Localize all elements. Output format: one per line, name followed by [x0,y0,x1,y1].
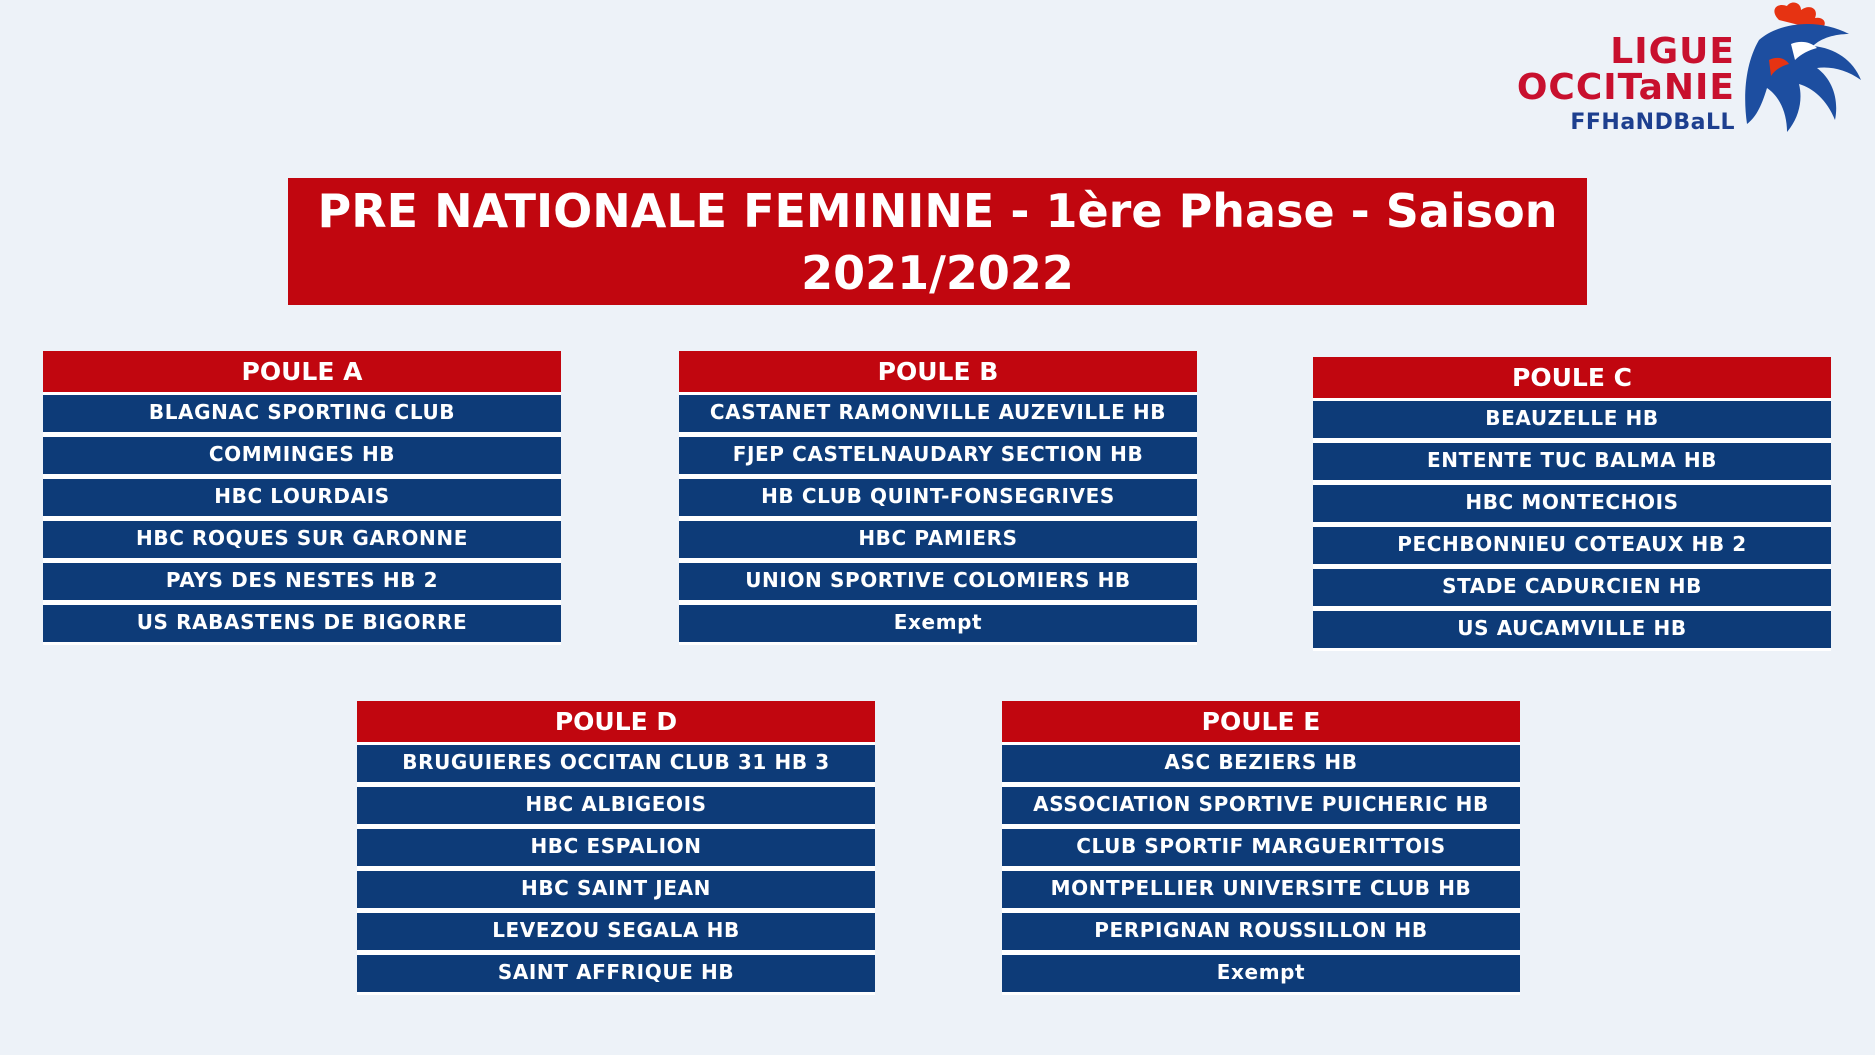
team-row: US AUCAMVILLE HB [1313,611,1831,651]
team-row: CLUB SPORTIF MARGUERITTOIS [1002,829,1520,871]
team-row: HBC ROQUES SUR GARONNE [43,521,561,563]
logo-text [1516,31,1735,135]
rooster-icon [1739,0,1869,136]
team-row: SAINT AFFRIQUE HB [357,955,875,995]
team-row: HBC ESPALION [357,829,875,871]
team-row: PAYS DES NESTES HB 2 [43,563,561,605]
team-row: ASSOCIATION SPORTIVE PUICHERIC HB [1002,787,1520,829]
team-row: HBC MONTECHOIS [1313,485,1831,527]
team-row: HBC SAINT JEAN [357,871,875,913]
page-title [288,178,1587,305]
team-row: MONTPELLIER UNIVERSITE CLUB HB [1002,871,1520,913]
poule-c-header: POULE C [1313,357,1831,401]
team-row: UNION SPORTIVE COLOMIERS HB [679,563,1197,605]
team-row: BRUGUIERES OCCITAN CLUB 31 HB 3 [357,745,875,787]
team-row: BEAUZELLE HB [1313,401,1831,443]
team-row: CASTANET RAMONVILLE AUZEVILLE HB [679,395,1197,437]
poule-e-header: POULE E [1002,701,1520,745]
title-line-2: 2021/2022 [801,246,1074,300]
team-row: Exempt [1002,955,1520,995]
team-row: BLAGNAC SPORTING CLUB [43,395,561,437]
poule-b-header: POULE B [679,351,1197,395]
team-row: US RABASTENS DE BIGORRE [43,605,561,645]
team-row: LEVEZOU SEGALA HB [357,913,875,955]
team-row: COMMINGES HB [43,437,561,479]
poule-d-table [357,701,875,995]
team-row: HB CLUB QUINT-FONSEGRIVES [679,479,1197,521]
team-row: HBC ALBIGEOIS [357,787,875,829]
ligue-occitanie-logo [1500,0,1875,140]
poule-e-table [1002,701,1520,995]
team-row: ENTENTE TUC BALMA HB [1313,443,1831,485]
team-row: PERPIGNAN ROUSSILLON HB [1002,913,1520,955]
team-row: PECHBONNIEU COTEAUX HB 2 [1313,527,1831,569]
team-row: HBC LOURDAIS [43,479,561,521]
team-row: Exempt [679,605,1197,645]
team-row: ASC BEZIERS HB [1002,745,1520,787]
team-row: HBC PAMIERS [679,521,1197,563]
team-row: STADE CADURCIEN HB [1313,569,1831,611]
title-line-1: PRE NATIONALE FEMININE - 1ère Phase - Saison [317,184,1558,238]
poule-a-header: POULE A [43,351,561,395]
logo-line-ligue: LIGUE [1610,31,1735,72]
poule-d-header: POULE D [357,701,875,745]
team-row: FJEP CASTELNAUDARY SECTION HB [679,437,1197,479]
poule-c-table [1313,357,1831,651]
poule-a-table [43,351,561,645]
logo-line-occitanie: OCCITaNIE [1516,67,1735,108]
poule-b-table [679,351,1197,645]
logo-line-ffhandball: FFHaNDBaLL [1570,110,1735,135]
